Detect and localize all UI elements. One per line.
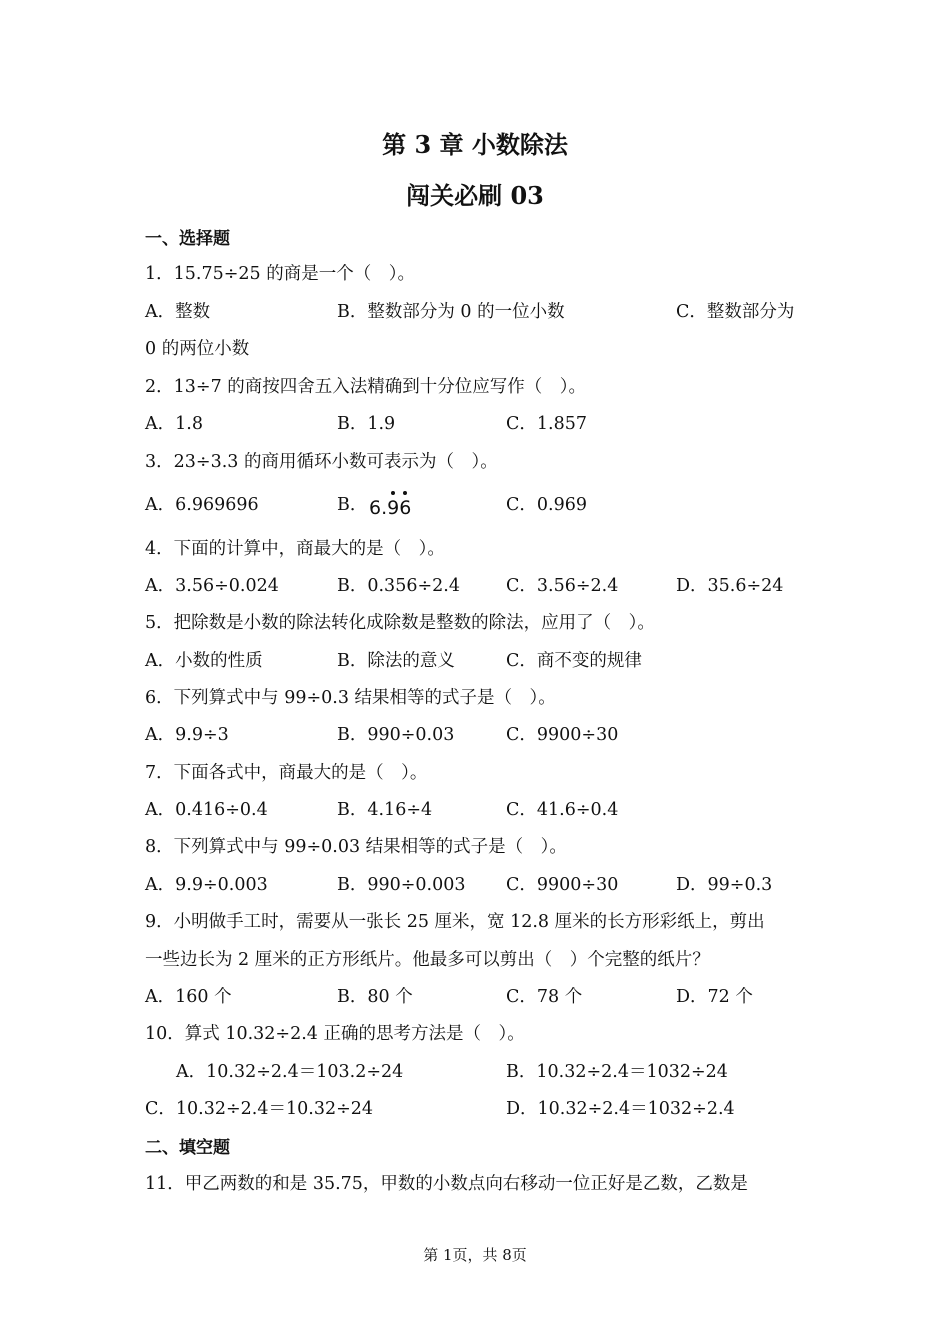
q3-option-a: A．6.969696 bbox=[145, 495, 259, 515]
question-5: 5．把除数是小数的除法转化成除数是整数的除法，应用了（ ）。 bbox=[145, 613, 655, 633]
page-subtitle: 闯关必刷 03 bbox=[406, 181, 544, 210]
q8-option-d: D．99÷0.3 bbox=[676, 875, 773, 895]
question-6: 6．下列算式中与 99÷0.3 结果相等的式子是（ ）。 bbox=[145, 688, 556, 708]
page-number-footer: 第 1页，共 8页 bbox=[423, 1246, 527, 1264]
question-11: 11．甲乙两数的和是 35.75，甲数的小数点向右移动一位正好是乙数，乙数是 bbox=[145, 1174, 748, 1194]
q9-option-c: C．78 个 bbox=[506, 987, 583, 1007]
chapter-title: 第 3 章 小数除法 bbox=[382, 130, 568, 159]
q10-option-b: B．10.32÷2.4＝1032÷24 bbox=[506, 1062, 728, 1082]
q5-option-c: C．商不变的规律 bbox=[506, 651, 642, 671]
q7-option-c: C．41.6÷0.4 bbox=[506, 800, 619, 820]
q4-option-c: C．3.56÷2.4 bbox=[506, 576, 619, 596]
q5-option-b: B．除法的意义 bbox=[337, 651, 455, 671]
q3-option-b: B． bbox=[337, 495, 368, 515]
q9-option-a: A．160 个 bbox=[145, 987, 232, 1007]
q8-option-a: A．9.9÷0.003 bbox=[145, 875, 268, 895]
q1-option-b: B．整数部分为 0 的一位小数 bbox=[337, 302, 565, 322]
q2-option-a: A．1.8 bbox=[145, 414, 203, 434]
q7-option-b: B．4.16÷4 bbox=[337, 800, 433, 820]
question-4: 4．下面的计算中，商最大的是（ ）。 bbox=[145, 539, 445, 559]
section-heading-fill: 二、填空题 bbox=[145, 1138, 230, 1158]
q6-option-b: B．990÷0.03 bbox=[337, 725, 455, 745]
q9-option-b: B．80 个 bbox=[337, 987, 413, 1007]
q2-option-b: B．1.9 bbox=[337, 414, 396, 434]
question-1: 1．15.75÷25 的商是一个（ ）。 bbox=[145, 264, 415, 284]
question-7: 7．下面各式中，商最大的是（ ）。 bbox=[145, 763, 428, 783]
question-2: 2．13÷7 的商按四舍五入法精确到十分位应写作（ ）。 bbox=[145, 377, 587, 397]
q6-option-a: A．9.9÷3 bbox=[145, 725, 229, 745]
question-9-line-2: 一些边长为 2 厘米的正方形纸片。他最多可以剪出（ ）个完整的纸片？ bbox=[145, 950, 710, 970]
q3-option-c: C．0.969 bbox=[506, 495, 587, 515]
q8-option-c: C．9900÷30 bbox=[506, 875, 619, 895]
question-3: 3．23÷3.3 的商用循环小数可表示为（ ）。 bbox=[145, 452, 498, 472]
question-10: 10．算式 10.32÷2.4 正确的思考方法是（ ）。 bbox=[145, 1024, 525, 1044]
q10-option-a: A．10.32÷2.4＝103.2÷24 bbox=[176, 1062, 404, 1082]
q10-option-c: C．10.32÷2.4＝10.32÷24 bbox=[145, 1099, 374, 1119]
repeating-digit: 9 bbox=[387, 497, 400, 519]
question-9-line-1: 9．小明做手工时，需要从一张长 25 厘米，宽 12.8 厘米的长方形彩纸上，剪出 bbox=[145, 912, 765, 932]
q4-option-d: D．35.6÷24 bbox=[676, 576, 784, 596]
q9-option-d: D．72 个 bbox=[676, 987, 753, 1007]
q1-option-c-continued: 0 的两位小数 bbox=[145, 339, 250, 359]
q5-option-a: A．小数的性质 bbox=[145, 651, 263, 671]
section-heading-choice: 一、选择题 bbox=[145, 229, 230, 249]
q1-option-c: C．整数部分为 bbox=[676, 302, 795, 322]
q2-option-c: C．1.857 bbox=[506, 414, 587, 434]
q6-option-c: C．9900÷30 bbox=[506, 725, 619, 745]
q3-repeating-decimal bbox=[369, 497, 411, 519]
question-8: 8．下列算式中与 99÷0.03 结果相等的式子是（ ）。 bbox=[145, 837, 567, 857]
digit: 6 bbox=[369, 497, 382, 519]
q10-option-d: D．10.32÷2.4＝1032÷2.4 bbox=[506, 1099, 735, 1119]
decimal-point: . bbox=[381, 497, 388, 519]
q1-option-a: A．整数 bbox=[145, 302, 211, 322]
q4-option-b: B．0.356÷2.4 bbox=[337, 576, 460, 596]
q4-option-a: A．3.56÷0.024 bbox=[145, 576, 279, 596]
q7-option-a: A．0.416÷0.4 bbox=[145, 800, 268, 820]
q8-option-b: B．990÷0.003 bbox=[337, 875, 466, 895]
repeating-digit: 6 bbox=[399, 497, 412, 519]
